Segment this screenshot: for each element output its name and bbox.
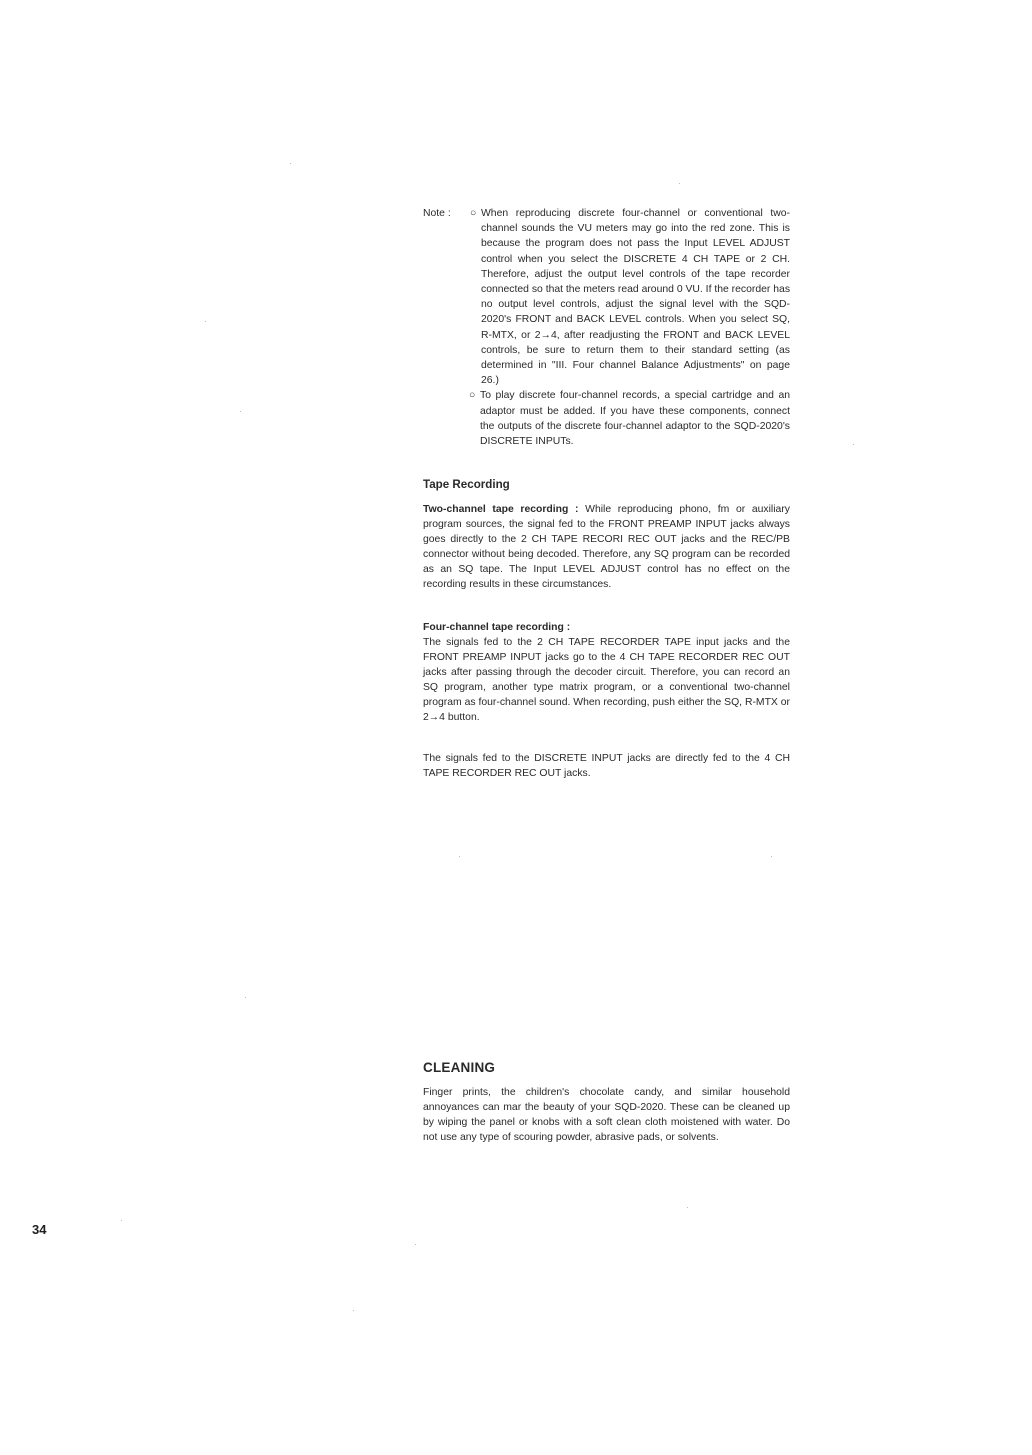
note-item-discrete-records (469, 388, 790, 449)
note-item-text: When reproducing discrete four-channel or conventional two-channel sounds the VU meters may go into the red zone. This is because the program does not pass the Input LEVEL ADJUST control when you select the DISCRETE 4 CH TAPE or 2 CH. Therefore, adjust the output level controls of the tape recorder connected so that the meters read around 0 VU. If the recorder has no output level controls, adjust the signal level with the SQD-2020's FRONT and BACK LEVEL controls. When you select SQ, R-MTX, or 2→4, after readjusting the FRONT and BACK LEVEL controls, be sure to return them to their standard setting (as determined in "III. Four channel Balance Adjustments" on page 26.) (481, 208, 791, 387)
note-label: Note : (423, 208, 451, 219)
bullet-circle-icon: ○ (469, 390, 476, 402)
scan-speck (459, 856, 460, 857)
four-channel-text: The signals fed to the 2 CH TAPE RECORDER TAPE input jacks and the FRONT PREAMP INPUT jacks go to the 4 CH TAPE RECORDER REC OUT jacks after passing through the decoder circuit. Therefore, you can record an SQ program, another type matrix program, or a conventional two-channel program as four-channel sound. When recording, push either the SQ, R-MTX or 2→4 button. (423, 637, 790, 723)
scan-speck (245, 997, 246, 998)
scan-speck (853, 444, 854, 445)
scan-speck (290, 163, 291, 164)
two-channel-paragraph (423, 502, 790, 592)
four-channel-label: Four-channel tape recording : (423, 622, 571, 633)
note-item-vu-meters (470, 206, 791, 388)
page-number: 34 (32, 1222, 47, 1237)
scan-speck (687, 1207, 688, 1208)
scan-speck (240, 411, 241, 412)
scan-speck (353, 1310, 354, 1311)
two-channel-label: Two-channel tape recording : (423, 504, 579, 515)
scan-speck (121, 1220, 122, 1221)
discrete-input-paragraph: The signals fed to the DISCRETE INPUT jacks are directly fed to the 4 CH TAPE RECORDER REC OUT jacks. (423, 753, 790, 779)
bullet-circle-icon: ○ (470, 208, 477, 219)
scan-speck (679, 183, 680, 184)
scan-speck (771, 856, 772, 857)
four-channel-section (423, 620, 790, 725)
tape-recording-heading: Tape Recording (423, 478, 510, 491)
scan-speck (205, 321, 206, 322)
two-channel-text: While reproducing phono, fm or auxiliary program sources, the signal fed to the FRONT PREAMP INPUT jacks always goes directly to the 2 CH TAPE RECORI REC OUT jacks and the REC/PB connector without being decoded. Therefore, any SQ program can be recorded as an SQ tape. The Input LEVEL ADJUST control has no effect on the recording results in these circumstances. (423, 504, 790, 590)
cleaning-heading: CLEANING (423, 1060, 496, 1075)
note-block (423, 206, 790, 449)
scan-speck (415, 1244, 416, 1245)
cleaning-paragraph: Finger prints, the children's chocolate candy, and similar household annoyances can mar the beauty of your SQD-2020. These can be cleaned up by wiping the panel or knobs with a soft clean cloth moistened with water. Do not use any type of scouring powder, abrasive pads, or solvents. (423, 1087, 790, 1143)
note-item-text: To play discrete four-channel records, a special cartridge and an adaptor must be added. If you have these components, connect the outputs of the discrete four-channel adaptor to the SQD-2020's DISCRETE INPUTs. (480, 390, 790, 448)
